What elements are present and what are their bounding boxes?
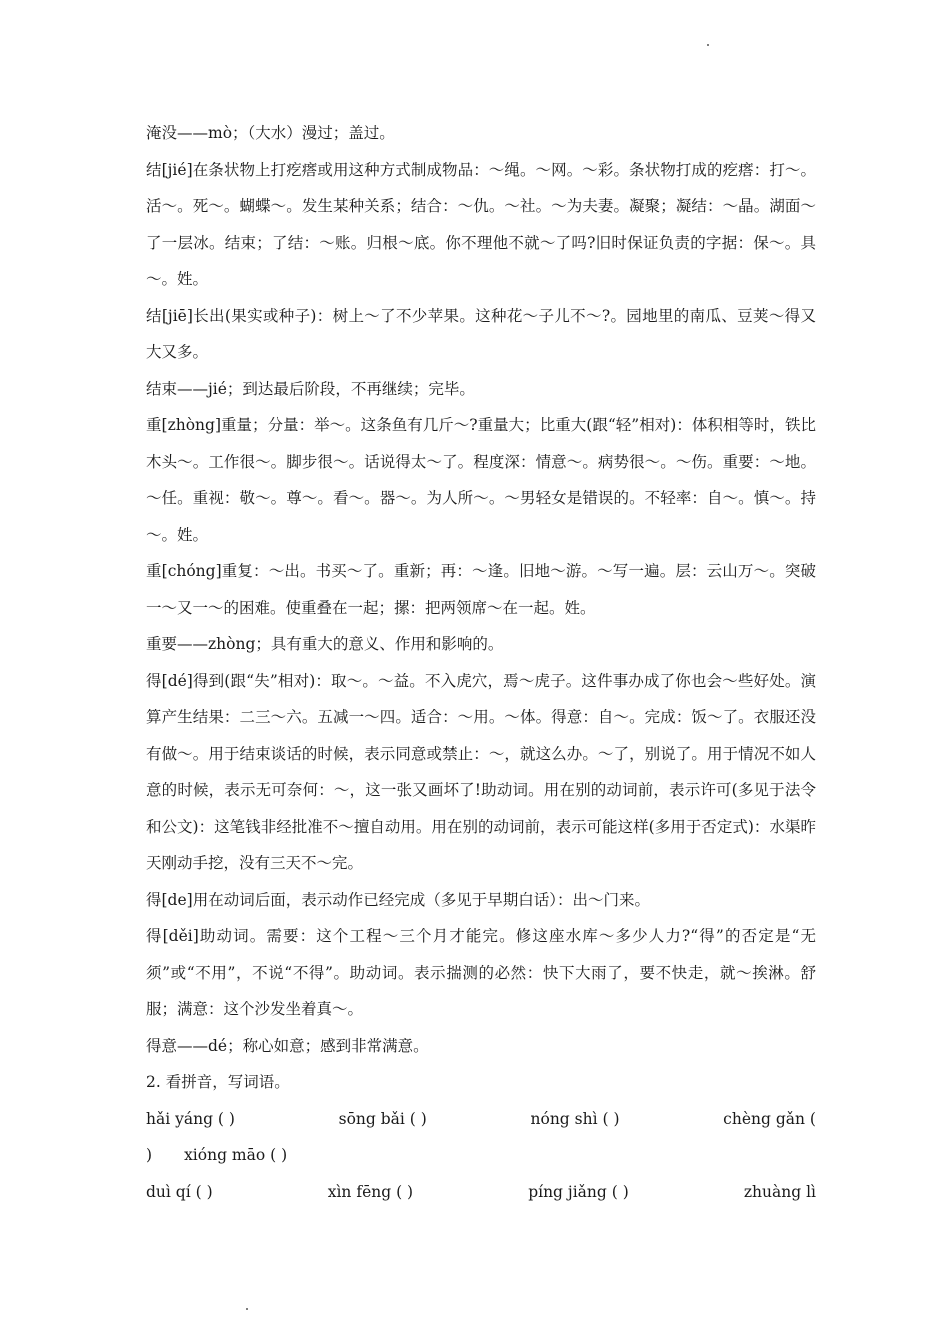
pinyin-item: sōng bǎi ( ) <box>338 1109 427 1128</box>
entry-de-de0: 得[de]用在动词后面，表示动作已经完成（多见于早期白话）：出～门来。 <box>146 890 650 909</box>
document-body <box>146 115 816 1210</box>
entry-de-de2: 得[dé]得到(跟“失”相对)：取～。～益。不入虎穴，焉～虎子。这件事办成了你也会～些好处。演算产生结果：二三～六。五减一～四。适合：～用。～体。得意：自～。完成：饭～了。衣服还没有做～。用于结束谈话的时候，表示同意或禁止：～，就这么办。～了，别说了。用于情况不如人意的时候，表示无可奈何：～，这一张又画坏了!助动词。用在别的动词前，表示许可(多见于法令和公文)：这笔钱非经批准不～擅自动用。用在别的动词前，表示可能这样(多用于否定式)：水渠昨天刚动手挖，没有三天不～完。 <box>146 671 816 872</box>
entry-deyi: 得意——dé；称心如意；感到非常满意。 <box>146 1036 429 1055</box>
entry-zhong-chong2: 重[chóng]重复：～出。书买～了。重新；再：～逢。旧地～游。～写一遍。层：云山万～。突破一～又一～的困难。使重叠在一起；摞：把两领席～在一起。姓。 <box>146 562 816 617</box>
pinyin-item: xióng māo ( ) <box>184 1146 288 1164</box>
pinyin-row-2 <box>146 1137 816 1174</box>
pinyin-item: ) <box>146 1146 153 1164</box>
entry-jieshu: 结束——jié；到达最后阶段，不再继续；完毕。 <box>146 379 475 398</box>
entry-de-dei3: 得[děi]助动词。需要：这个工程～三个月才能完。修这座水库～多少人力?“得”的否定是“无须”或“不用”，不说“不得”。助动词。表示揣测的必然：快下大雨了，要不快走，就～挨淋。舒服；满意：这个沙发坐着真～。 <box>146 927 816 1018</box>
page-mark-top <box>707 44 709 46</box>
pinyin-item: duì qí ( ) <box>146 1182 213 1201</box>
entry-zhong-zhong4: 重[zhòng]重量；分量：举～。这条鱼有几斤～?重量大；比重大(跟“轻”相对)：体积相等时，铁比木头～。工作很～。脚步很～。话说得太～了。程度深：情意～。病势很～。～伤。重要：～地。～任。重视：敬～。尊～。看～。器～。为人所～。～男轻女是错误的。不轻率：自～。慎～。持～。姓。 <box>146 416 816 544</box>
pinyin-item: zhuàng lì <box>743 1182 816 1201</box>
entry-jie-jie2: 结[jié]在条状物上打疙瘩或用这种方式制成物品：～绳。～网。～彩。条状物打成的疙瘩：打～。活～。死～。蝴蝶～。发生某种关系；结合：～仇。～社。～为夫妻。凝聚；凝结：～晶。湖面～了一层冰。结束；了结：～账。归根～底。你不理他不就～了吗?旧时保证负责的字据：保～。具～。姓。 <box>146 160 816 288</box>
page-mark-bottom <box>246 1308 248 1310</box>
pinyin-item: xìn fēng ( ) <box>327 1182 414 1201</box>
pinyin-item: píng jiǎng ( ) <box>528 1182 629 1201</box>
pinyin-row-3 <box>146 1174 816 1211</box>
entry-jie-jie1: 结[jiē]长出(果实或种子)：树上～了不少苹果。这种花～子儿不～?。园地里的南瓜、豆荚～得又大又多。 <box>146 306 816 361</box>
entry-yanmo: 淹没——mò；（大水）漫过；盖过。 <box>146 124 395 142</box>
pinyin-row-1 <box>146 1101 816 1138</box>
entry-zhongyao: 重要——zhòng；具有重大的意义、作用和影响的。 <box>146 635 504 653</box>
question-title: 2. 看拼音，写词语。 <box>146 1073 290 1091</box>
pinyin-item: chèng gǎn ( <box>723 1109 816 1128</box>
pinyin-item: hǎi yáng ( ) <box>146 1109 235 1128</box>
pinyin-item: nóng shì ( ) <box>530 1109 620 1128</box>
